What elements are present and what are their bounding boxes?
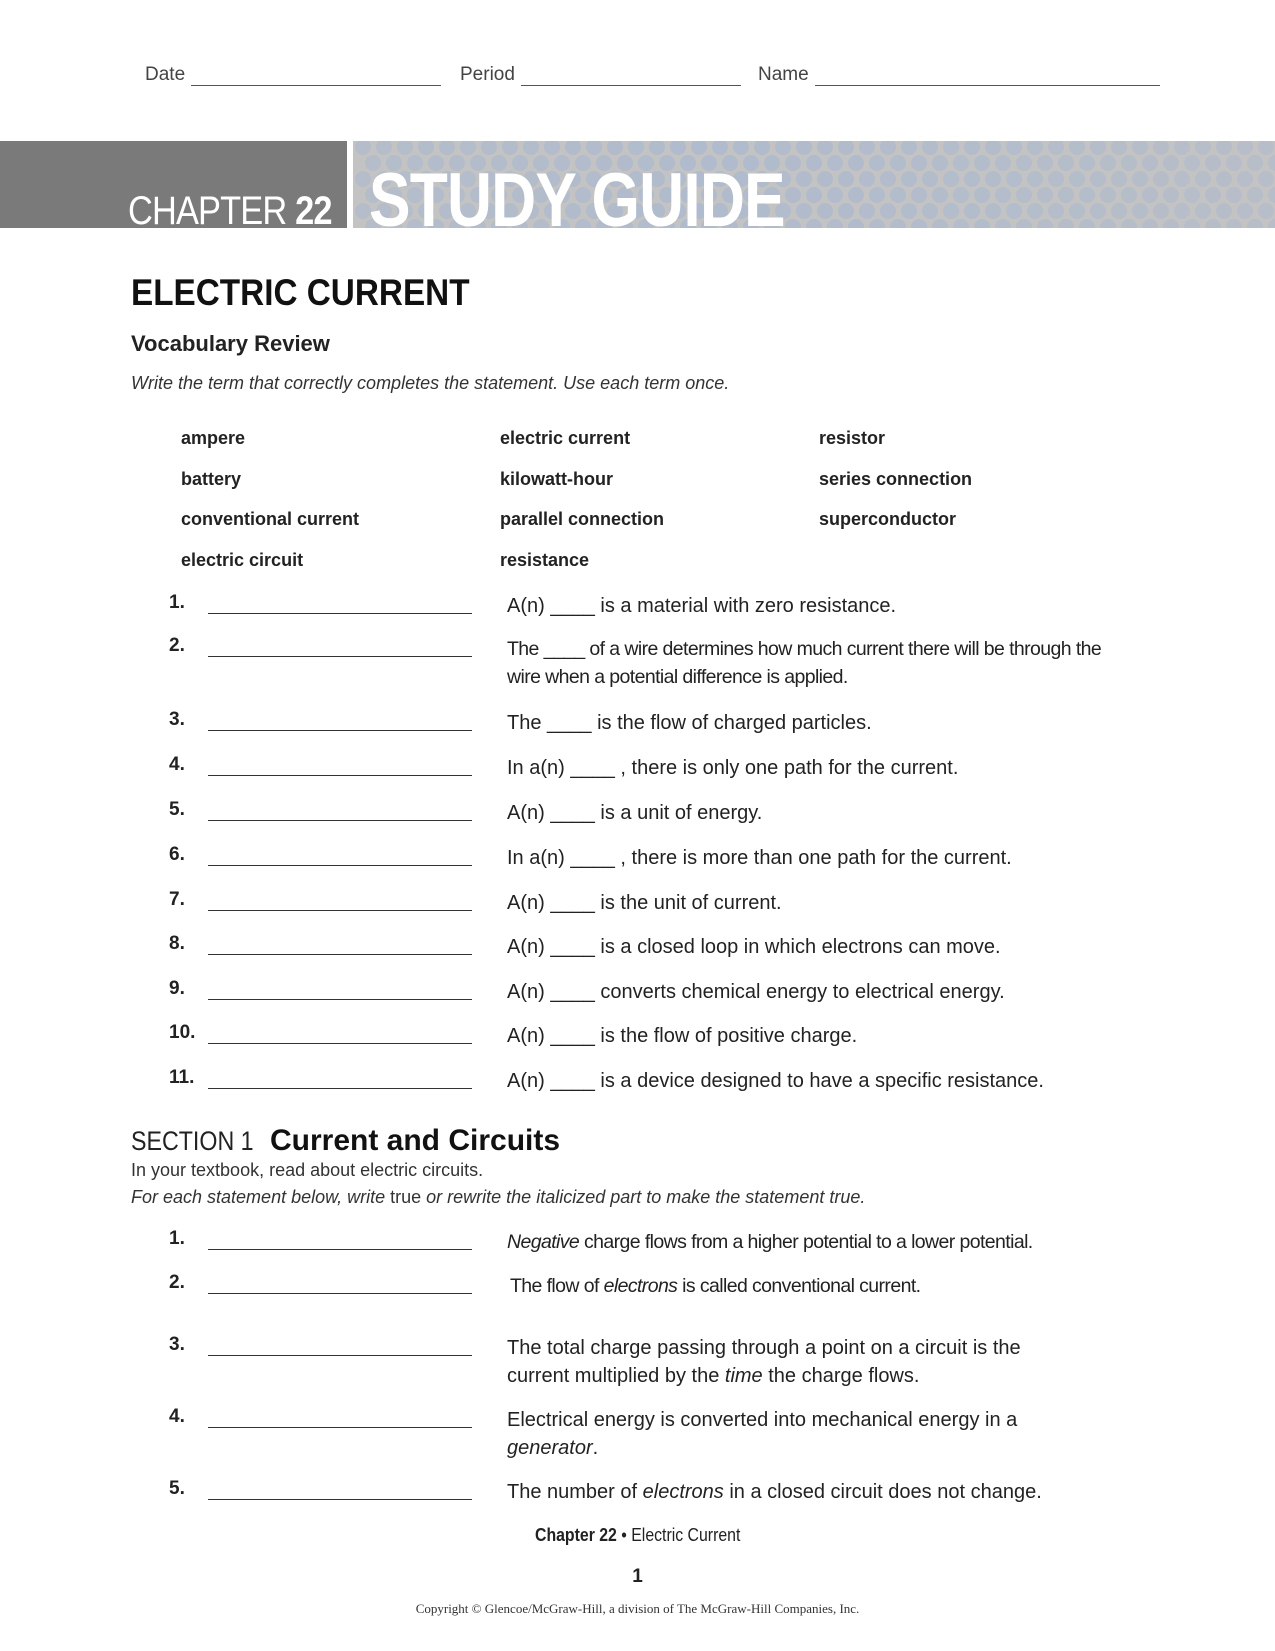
section-title: Current and Circuits (269, 1124, 561, 1157)
pattern-dot (1048, 203, 1064, 219)
question-text (507, 1478, 1127, 1506)
pattern-dot (1100, 187, 1116, 203)
pattern-dot (964, 141, 980, 155)
pattern-dot (1121, 155, 1137, 171)
copyright: Copyright © Glencoe/McGraw-Hill, a division of The McGraw-Hill Companies, Inc. (415, 1601, 860, 1616)
pattern-dot (1237, 141, 1253, 155)
answer-line[interactable] (208, 1088, 472, 1089)
pattern-dot (880, 171, 896, 187)
pattern-dot (1006, 141, 1022, 155)
question-number: 4. (169, 754, 185, 775)
pattern-dot (1037, 219, 1053, 228)
pattern-dot (1132, 203, 1148, 219)
pattern-dot (1205, 187, 1221, 203)
pattern-dot (869, 187, 885, 203)
pattern-dot (1079, 219, 1095, 228)
pattern-dot (1174, 141, 1190, 155)
pattern-dot (1079, 187, 1095, 203)
name-field[interactable] (758, 64, 1160, 86)
pattern-dot (890, 187, 906, 203)
answer-line[interactable] (208, 1427, 472, 1428)
pattern-dot (1226, 187, 1242, 203)
question-number: 3. (169, 709, 185, 730)
answer-line[interactable] (208, 613, 472, 614)
pattern-dot (964, 203, 980, 219)
term: electric current (500, 428, 631, 448)
chapter-label (128, 189, 332, 234)
pattern-dot (1006, 203, 1022, 219)
question-number: 1. (169, 1228, 185, 1249)
text-part: The total charge passing through a point on a circuit is the current multiplied by the (507, 1337, 1021, 1387)
date-label: Date (145, 64, 186, 85)
text-part: . (592, 1437, 599, 1459)
pattern-dot (1226, 219, 1242, 228)
pattern-dot (1258, 203, 1274, 219)
pattern-dot (796, 141, 812, 155)
pattern-dot (1090, 171, 1106, 187)
section-read-note: In your textbook, read about electric circuits. (131, 1160, 484, 1180)
question-number: 2. (169, 635, 185, 656)
pattern-dot (691, 141, 707, 155)
pattern-dot (785, 187, 801, 203)
pattern-dot (649, 141, 665, 155)
name-label: Name (758, 64, 809, 85)
pattern-dot (1016, 187, 1032, 203)
pattern-dot (995, 155, 1011, 171)
question-text: A(n) ____ converts chemical energy to electrical energy. (507, 981, 1005, 1003)
question-number: 6. (169, 844, 185, 865)
pattern-dot (901, 171, 917, 187)
pattern-dot (1048, 141, 1064, 155)
pattern-dot (565, 141, 581, 155)
pattern-dot (1184, 155, 1200, 171)
pattern-dot (932, 219, 948, 228)
pattern-dot (838, 171, 854, 187)
pattern-dot (544, 141, 560, 155)
page-number: 1 (632, 1566, 643, 1587)
question-number: 1. (169, 592, 185, 613)
pattern-dot (922, 141, 938, 155)
pattern-dot (1268, 187, 1275, 203)
question-number: 5. (169, 1478, 185, 1499)
question-number: 4. (169, 1406, 185, 1427)
pattern-dot (859, 141, 875, 155)
question-number: 9. (169, 978, 185, 999)
period-line[interactable] (521, 67, 741, 86)
answer-line[interactable] (208, 820, 472, 821)
pattern-dot (1058, 187, 1074, 203)
answer-line[interactable] (208, 954, 472, 955)
period-field[interactable] (460, 64, 741, 86)
date-field[interactable] (145, 64, 441, 86)
pattern-dot (1163, 155, 1179, 171)
instr-part: For each statement below, write (131, 1187, 391, 1207)
pattern-dot (932, 155, 948, 171)
pattern-dot (974, 219, 990, 228)
question-text (507, 1406, 1067, 1462)
pattern-dot (1153, 141, 1169, 155)
chapter-number: 22 (295, 189, 332, 233)
pattern-dot (932, 187, 948, 203)
pattern-dot (995, 219, 1011, 228)
pattern-dot (460, 141, 476, 155)
pattern-dot (1069, 141, 1085, 155)
pattern-dot (376, 141, 392, 155)
question-number: 3. (169, 1334, 185, 1355)
answer-line[interactable] (208, 656, 472, 657)
pattern-dot (911, 187, 927, 203)
pattern-dot (901, 141, 917, 155)
pattern-dot (1027, 171, 1043, 187)
pattern-dot (1226, 155, 1242, 171)
pattern-dot (869, 155, 885, 171)
pattern-dot (1237, 203, 1253, 219)
pattern-dot (838, 141, 854, 155)
pattern-dot (1163, 219, 1179, 228)
pattern-dot (796, 171, 812, 187)
term: battery (181, 469, 242, 489)
text-part: charge flows from a higher potential to a lower potential. (579, 1231, 1033, 1253)
pattern-dot (806, 219, 822, 228)
term: conventional current (181, 509, 360, 529)
pattern-dot (1111, 171, 1127, 187)
chapter-word: CHAPTER (128, 189, 287, 233)
pattern-dot (1048, 171, 1064, 187)
header-fields (145, 64, 1145, 88)
text-part: is called conventional current. (677, 1275, 921, 1297)
pattern-dot (1016, 219, 1032, 228)
term: resistor (819, 428, 886, 448)
pattern-dot (1268, 219, 1275, 228)
pattern-dot (943, 171, 959, 187)
footer-chapter-number: Chapter 22 (534, 1525, 617, 1545)
pattern-dot (775, 141, 791, 155)
pattern-dot (1121, 219, 1137, 228)
pattern-dot (1163, 187, 1179, 203)
pattern-dot (754, 141, 770, 155)
pattern-dot (1153, 203, 1169, 219)
pattern-dot (1216, 141, 1232, 155)
pattern-dot (817, 141, 833, 155)
pattern-dot (985, 203, 1001, 219)
pattern-dot (838, 203, 854, 219)
pattern-dot (1184, 187, 1200, 203)
answer-line[interactable] (208, 775, 472, 776)
question-text: A(n) ____ is the flow of positive charge. (507, 1025, 858, 1047)
date-line[interactable] (191, 67, 441, 86)
pattern-dot (1111, 141, 1127, 155)
pattern-dot (848, 187, 864, 203)
pattern-dot (712, 141, 728, 155)
pattern-dot (1216, 171, 1232, 187)
pattern-dot (1058, 155, 1074, 171)
pattern-dot (1195, 171, 1211, 187)
italic-part: electrons (603, 1275, 678, 1297)
page-title: ELECTRIC CURRENT (131, 272, 470, 313)
italic-part: time (724, 1365, 763, 1387)
pattern-dot (974, 155, 990, 171)
pattern-dot (901, 203, 917, 219)
pattern-dot (922, 203, 938, 219)
question-number: 10. (169, 1022, 196, 1043)
pattern-dot (586, 141, 602, 155)
pattern-dot (1247, 155, 1263, 171)
pattern-dot (1069, 171, 1085, 187)
pattern-dot (964, 171, 980, 187)
question-text (507, 1228, 1147, 1256)
pattern-dot (785, 155, 801, 171)
pattern-dot (1205, 155, 1221, 171)
answer-line[interactable] (208, 999, 472, 1000)
pattern-dot (827, 219, 843, 228)
pattern-dot (890, 219, 906, 228)
italic-part: electrons (642, 1481, 724, 1503)
text-part: the charge flows. (762, 1365, 920, 1387)
vocabulary-heading: Vocabulary Review (131, 331, 330, 356)
question-text: In a(n) ____ , there is only one path for the current. (507, 757, 959, 779)
pattern-dot (848, 219, 864, 228)
instr-true-word: true (390, 1187, 422, 1207)
term: series connection (819, 469, 973, 489)
pattern-dot (806, 155, 822, 171)
pattern-dot (1006, 171, 1022, 187)
pattern-dot (481, 141, 497, 155)
pattern-dot (985, 141, 1001, 155)
question-number: 2. (169, 1272, 185, 1293)
pattern-dot (1037, 187, 1053, 203)
italic-part: Negative (507, 1231, 580, 1253)
term: electric circuit (181, 550, 304, 570)
pattern-dot (418, 141, 434, 155)
answer-line[interactable] (208, 730, 472, 731)
text-part: in a closed circuit does not change. (723, 1481, 1042, 1503)
text-part: Electrical energy is converted into mechanical energy in a (507, 1409, 1018, 1431)
pattern-dot (1027, 141, 1043, 155)
pattern-dot (974, 187, 990, 203)
pattern-dot (523, 141, 539, 155)
answer-line[interactable] (208, 865, 472, 866)
footer-chapter (0, 1525, 1275, 1546)
pattern-dot (1100, 155, 1116, 171)
pattern-dot (1121, 187, 1137, 203)
name-line[interactable] (815, 67, 1160, 86)
section-heading (131, 1124, 560, 1158)
pattern-dot (1058, 219, 1074, 228)
term: resistance (500, 550, 590, 570)
pattern-dot (397, 141, 413, 155)
answer-line[interactable] (208, 1499, 472, 1500)
pattern-dot (1195, 141, 1211, 155)
pattern-dot (859, 203, 875, 219)
pattern-dot (1247, 187, 1263, 203)
pattern-dot (1132, 171, 1148, 187)
pattern-dot (911, 155, 927, 171)
section-instructions (131, 1187, 865, 1208)
pattern-dot (733, 141, 749, 155)
answer-line[interactable] (208, 910, 472, 911)
pattern-dot (1142, 155, 1158, 171)
pattern-dot (1258, 171, 1274, 187)
pattern-dot (1037, 155, 1053, 171)
question-text (510, 1272, 1130, 1300)
pattern-dot (1100, 219, 1116, 228)
pattern-dot (1132, 141, 1148, 155)
pattern-dot (670, 141, 686, 155)
pattern-dot (859, 171, 875, 187)
term: superconductor (819, 509, 957, 529)
pattern-dot (1153, 171, 1169, 187)
pattern-dot (806, 187, 822, 203)
pattern-dot (1174, 171, 1190, 187)
pattern-dot (1079, 155, 1095, 171)
pattern-dot (943, 141, 959, 155)
pattern-dot (1237, 171, 1253, 187)
pattern-dot (953, 219, 969, 228)
pattern-dot (943, 203, 959, 219)
question-text: A(n) ____ is the unit of current. (507, 892, 782, 914)
pattern-dot (880, 203, 896, 219)
answer-line[interactable] (208, 1249, 472, 1250)
pattern-dot (1111, 203, 1127, 219)
pattern-dot (1205, 219, 1221, 228)
period-label: Period (460, 64, 515, 85)
question-text: A(n) ____ is a device designed to have a specific resistance. (507, 1070, 1044, 1092)
pattern-dot (796, 203, 812, 219)
question-text: In a(n) ____ , there is more than one path for the current. (507, 847, 1012, 869)
pattern-dot (953, 187, 969, 203)
pattern-dot (953, 155, 969, 171)
pattern-dot (880, 141, 896, 155)
pattern-dot (785, 219, 801, 228)
pattern-dot (502, 141, 518, 155)
pattern-dot (1069, 203, 1085, 219)
question-number: 5. (169, 799, 185, 820)
pattern-dot (1090, 203, 1106, 219)
italic-part: generator (507, 1437, 593, 1459)
section-label: SECTION 1 (131, 1126, 254, 1156)
answer-line[interactable] (208, 1355, 472, 1356)
question-text: The ____ is the flow of charged particles. (507, 712, 872, 734)
pattern-dot (1142, 187, 1158, 203)
pattern-dot (1258, 141, 1274, 155)
pattern-dot (848, 155, 864, 171)
text-part: The number of (507, 1481, 643, 1503)
pattern-dot (911, 219, 927, 228)
text-part: The flow of (510, 1275, 604, 1297)
question-text (507, 1334, 1067, 1390)
pattern-dot (1090, 141, 1106, 155)
pattern-dot (817, 203, 833, 219)
pattern-dot (1268, 155, 1275, 171)
answer-line[interactable] (208, 1293, 472, 1294)
question-text: The ____ of a wire determines how much current there will be through the wire when a potential difference is applied. (507, 638, 1102, 688)
pattern-dot (1174, 203, 1190, 219)
question-text: A(n) ____ is a closed loop in which electrons can move. (507, 936, 1001, 958)
pattern-dot (985, 171, 1001, 187)
pattern-dot (1195, 203, 1211, 219)
pattern-dot (1016, 155, 1032, 171)
footer-chapter-title: • Electric Current (616, 1525, 741, 1545)
question-number: 11. (169, 1067, 195, 1088)
pattern-dot (817, 171, 833, 187)
question-number: 7. (169, 889, 185, 910)
pattern-dot (1216, 203, 1232, 219)
pattern-dot (1142, 219, 1158, 228)
question-text: A(n) ____ is a unit of energy. (507, 802, 763, 824)
pattern-dot (890, 155, 906, 171)
pattern-dot (628, 141, 644, 155)
pattern-dot (1027, 203, 1043, 219)
term: kilowatt-hour (500, 469, 613, 489)
study-guide-label: STUDY GUIDE (369, 163, 785, 228)
pattern-dot (922, 171, 938, 187)
pattern-dot (827, 187, 843, 203)
pattern-dot (869, 219, 885, 228)
pattern-dot (1184, 219, 1200, 228)
pattern-dot (607, 141, 623, 155)
pattern-dot (1247, 219, 1263, 228)
question-number: 8. (169, 933, 185, 954)
vocabulary-instructions: Write the term that correctly completes the statement. Use each term once. (131, 373, 730, 393)
term: ampere (181, 428, 246, 448)
pattern-dot (995, 187, 1011, 203)
question-text: A(n) ____ is a material with zero resistance. (507, 595, 897, 617)
instr-part: or rewrite the italicized part to make the statement true. (421, 1187, 866, 1207)
pattern-dot (827, 155, 843, 171)
pattern-dot (439, 141, 455, 155)
pattern-dot (355, 141, 371, 155)
answer-line[interactable] (208, 1043, 472, 1044)
term: parallel connection (500, 509, 665, 529)
